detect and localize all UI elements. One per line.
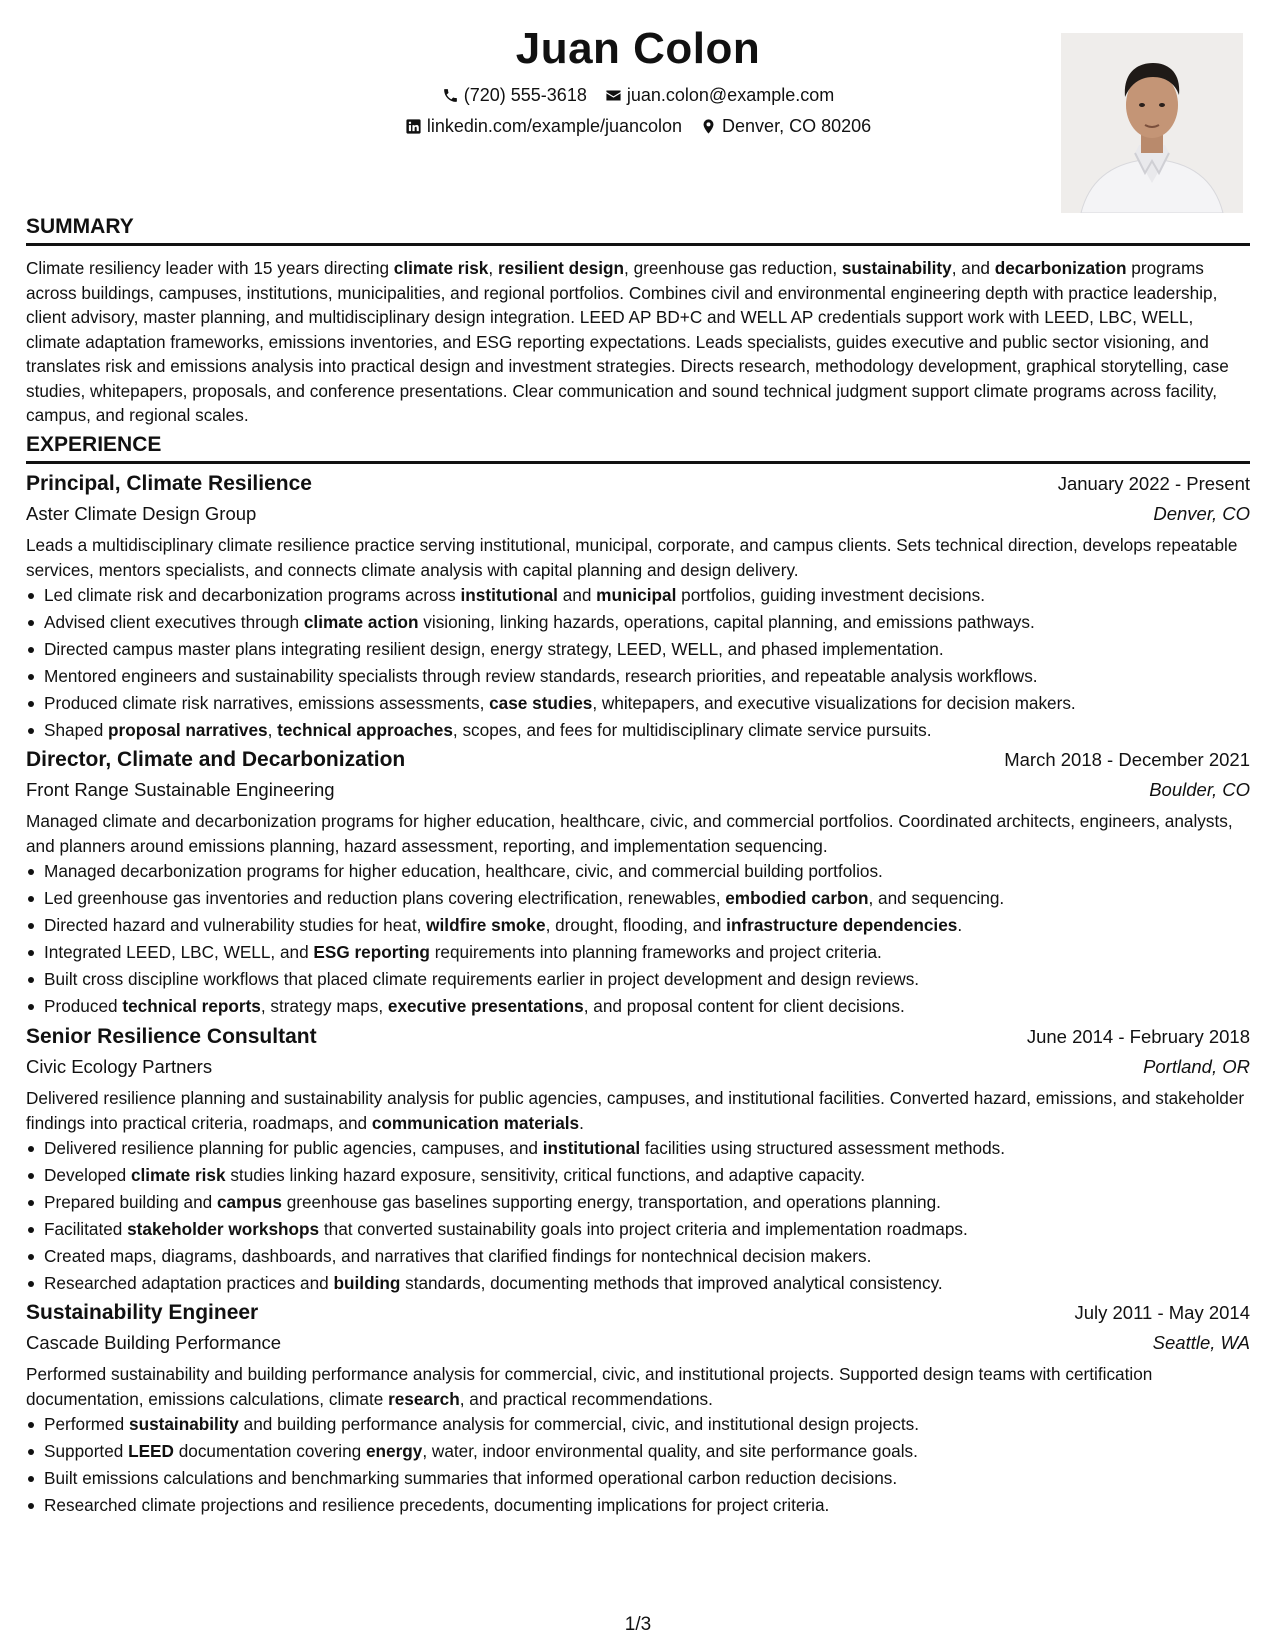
phone-contact — [442, 80, 587, 111]
job-title: Senior Resilience Consultant — [26, 1025, 317, 1048]
job-bullet — [44, 1216, 1250, 1243]
text-run: portfolios, guiding investment decisions. — [676, 585, 985, 605]
location-contact — [700, 111, 871, 142]
job-bullet — [44, 1411, 1250, 1438]
text-run: Led greenhouse gas inventories and reduction plans covering electrification, renewables, — [44, 888, 726, 908]
job-company-row — [26, 1052, 1250, 1082]
text-run: , whitepapers, and executive visualizations for decision makers. — [592, 693, 1076, 713]
bold-keyword: infrastructure dependencies — [726, 915, 958, 935]
text-run: Advised client executives through — [44, 612, 304, 632]
job-location: Denver, CO — [1153, 503, 1250, 524]
bold-keyword: campus — [216, 1192, 282, 1212]
text-run: Delivered resilience planning for public agencies, campuses, and — [44, 1138, 543, 1158]
job-entry — [26, 745, 1250, 1020]
bold-keyword: stakeholder workshops — [127, 1219, 320, 1239]
text-run: Facilitated — [44, 1219, 128, 1239]
text-run: Mentored engineers and sustainability specialists through review standards, research priorities, and repeatable analysis workflows. — [44, 666, 1038, 686]
bold-keyword: climate action — [303, 612, 419, 632]
job-header-row — [26, 1022, 1250, 1052]
bold-keyword: resilient design — [497, 258, 625, 278]
resume-page — [26, 0, 1250, 1650]
bold-keyword: technical approaches — [277, 720, 453, 740]
text-run: Leads a multidisciplinary climate resilience practice serving institutional, municipal, corporate, and campus clients. Sets technical direction, develops repeatable services, mentors specialists, and connects climate analysis with capital planning and design delivery. — [26, 535, 1238, 580]
text-run: Performed — [44, 1414, 130, 1434]
profile-photo — [1061, 33, 1243, 213]
text-run: Researched climate projections and resilience precedents, documenting implications for project criteria. — [44, 1495, 830, 1515]
text-run: , strategy maps, — [260, 996, 388, 1016]
job-bullet — [44, 1465, 1250, 1492]
job-bullet — [44, 582, 1250, 609]
job-description — [26, 1086, 1250, 1135]
text-run: Integrated LEED, LBC, WELL, and — [44, 942, 314, 962]
job-company-row — [26, 499, 1250, 529]
text-run: Shaped — [44, 720, 109, 740]
text-run: , and sequencing. — [868, 888, 1005, 908]
job-bullet — [44, 1135, 1250, 1162]
summary-text — [26, 256, 1250, 428]
bold-keyword: LEED — [128, 1441, 174, 1461]
job-bullet — [44, 885, 1250, 912]
text-run: , drought, flooding, and — [545, 915, 727, 935]
linkedin-contact[interactable] — [405, 111, 682, 142]
text-run: Delivered resilience planning and sustainability analysis for public agencies, campuses, and institutional facilities. Converted hazard, emissions, and stakeholder findings into practical criteria, roadmaps, and — [26, 1088, 1245, 1133]
linkedin-text[interactable]: linkedin.com/example/juancolon — [426, 116, 683, 136]
bold-keyword: institutional — [460, 585, 558, 605]
phone-text: (720) 555-3618 — [463, 85, 587, 105]
job-bullet — [44, 609, 1250, 636]
portrait-illustration — [1061, 33, 1243, 213]
job-company: Cascade Building Performance — [26, 1332, 282, 1353]
text-run: , water, indoor environmental quality, and site performance goals. — [422, 1441, 918, 1461]
job-location: Portland, OR — [1143, 1056, 1250, 1077]
text-run: , — [488, 258, 498, 278]
job-bullet-list — [26, 858, 1250, 1020]
text-run: visioning, linking hazards, operations, capital planning, and emissions pathways. — [418, 612, 1035, 632]
job-company-row — [26, 1328, 1250, 1358]
job-company-row — [26, 775, 1250, 805]
summary-heading: SUMMARY — [26, 213, 1250, 246]
job-company: Front Range Sustainable Engineering — [26, 779, 335, 800]
job-header-row — [26, 1298, 1250, 1328]
job-bullet — [44, 690, 1250, 717]
bold-keyword: municipal — [596, 585, 677, 605]
candidate-name: Juan Colon — [515, 24, 761, 73]
text-run: Prepared building and — [44, 1192, 217, 1212]
page-number: 1/3 — [624, 1614, 652, 1635]
bold-keyword: energy — [365, 1441, 423, 1461]
job-dates: June 2014 - February 2018 — [1026, 1026, 1250, 1047]
text-run: . — [579, 1112, 584, 1133]
bold-keyword: case studies — [489, 693, 593, 713]
bold-keyword: embodied carbon — [725, 888, 869, 908]
map-pin-icon — [700, 118, 717, 135]
text-run: Developed — [44, 1165, 131, 1185]
job-entry — [26, 469, 1250, 744]
text-run: . — [957, 915, 963, 935]
text-run: and — [557, 585, 597, 605]
bold-keyword: proposal narratives — [108, 720, 268, 740]
job-bullet — [44, 858, 1250, 885]
text-run: Performed sustainability and building performance analysis for commercial, civic, and institutional projects. Supported design teams with certification documentation, emissions calculations, climate — [26, 1364, 1153, 1409]
text-run: Supported — [44, 1441, 129, 1461]
job-bullet — [44, 1243, 1250, 1270]
job-bullet — [44, 993, 1250, 1020]
job-description — [26, 809, 1250, 858]
text-run: Built emissions calculations and benchmarking summaries that informed operational carbon reduction decisions. — [44, 1468, 898, 1488]
job-bullet-list — [26, 1411, 1250, 1519]
job-bullet — [44, 966, 1250, 993]
text-run: documentation covering — [173, 1441, 366, 1461]
job-dates: July 2011 - May 2014 — [1074, 1302, 1250, 1323]
text-run: , — [267, 720, 278, 740]
job-bullet — [44, 1492, 1250, 1519]
text-run: Climate resiliency leader with 15 years directing — [26, 258, 394, 278]
job-company: Aster Climate Design Group — [26, 503, 257, 524]
text-run: requirements into planning frameworks and project criteria. — [429, 942, 882, 962]
text-run: Managed decarbonization programs for higher education, healthcare, civic, and commercial building portfolios. — [44, 861, 883, 881]
job-company: Civic Ecology Partners — [26, 1056, 213, 1077]
job-bullet-list — [26, 582, 1250, 744]
text-run: Led climate risk and decarbonization programs across — [44, 585, 461, 605]
job-bullet — [44, 912, 1250, 939]
job-description — [26, 1362, 1250, 1411]
job-bullet — [44, 717, 1250, 744]
email-contact[interactable] — [605, 80, 834, 111]
text-run: , and — [951, 258, 995, 278]
job-bullet — [44, 939, 1250, 966]
job-bullet — [44, 636, 1250, 663]
job-bullet — [44, 1270, 1250, 1297]
job-title: Sustainability Engineer — [26, 1301, 259, 1324]
bold-keyword: ESG reporting — [313, 942, 430, 962]
text-run: that converted sustainability goals into project criteria and implementation roadmaps. — [319, 1219, 968, 1239]
job-description — [26, 533, 1250, 582]
job-dates: January 2022 - Present — [1057, 473, 1250, 494]
text-run: facilities using structured assessment methods. — [640, 1138, 1006, 1158]
bold-keyword: decarbonization — [994, 258, 1127, 278]
text-run: , greenhouse gas reduction, — [624, 258, 842, 278]
bold-keyword: research — [388, 1388, 460, 1409]
text-run: , and proposal content for client decisions. — [583, 996, 905, 1016]
text-run: , scopes, and fees for multidisciplinary climate service pursuits. — [452, 720, 932, 740]
phone-icon — [442, 87, 459, 104]
text-run: Produced — [44, 996, 123, 1016]
bold-keyword: technical reports — [122, 996, 261, 1016]
job-title: Director, Climate and Decarbonization — [26, 748, 406, 771]
bold-keyword: wildfire smoke — [426, 915, 546, 935]
text-run: Built cross discipline workflows that placed climate requirements earlier in project development and design reviews. — [44, 969, 920, 989]
job-location: Boulder, CO — [1149, 779, 1250, 800]
experience-heading: EXPERIENCE — [26, 431, 1250, 464]
job-bullet-list — [26, 1135, 1250, 1297]
bold-keyword: institutional — [542, 1138, 641, 1158]
bold-keyword: climate risk — [130, 1165, 226, 1185]
bold-keyword: communication materials — [371, 1112, 580, 1133]
envelope-icon — [605, 87, 622, 104]
job-header-row — [26, 745, 1250, 775]
job-entry — [26, 1298, 1250, 1519]
email-text[interactable]: juan.colon@example.com — [626, 85, 835, 105]
text-run: Researched adaptation practices and — [44, 1273, 334, 1293]
text-run: and building performance analysis for commercial, civic, and institutional design projects. — [238, 1414, 920, 1434]
text-run: Created maps, diagrams, dashboards, and narratives that clarified findings for nontechnical decision makers. — [44, 1246, 872, 1266]
job-bullet — [44, 1162, 1250, 1189]
bold-keyword: sustainability — [129, 1414, 239, 1434]
text-run: standards, documenting methods that improved analytical consistency. — [400, 1273, 943, 1293]
job-location: Seattle, WA — [1152, 1332, 1250, 1353]
text-run: greenhouse gas baselines supporting energy, transportation, and operations planning. — [281, 1192, 941, 1212]
job-dates: March 2018 - December 2021 — [1004, 749, 1250, 770]
job-bullet — [44, 1189, 1250, 1216]
text-run: studies linking hazard exposure, sensitivity, critical functions, and adaptive capacity. — [225, 1165, 865, 1185]
job-entry — [26, 1022, 1250, 1297]
bold-keyword: climate risk — [393, 258, 489, 278]
linkedin-icon — [405, 118, 422, 135]
bold-keyword: building — [333, 1273, 401, 1293]
text-run: , and practical recommendations. — [459, 1388, 713, 1409]
text-run: Managed climate and decarbonization programs for higher education, healthcare, civic, and commercial portfolios. Coordinated architects, engineers, analysts, and planners around emissions planning, hazard assessment, reporting, and implementation sequencing. — [26, 811, 1233, 856]
job-bullet — [44, 663, 1250, 690]
text-run: Directed campus master plans integrating resilient design, energy strategy, LEED, WELL, and phased implementation. — [44, 639, 944, 659]
job-header-row — [26, 469, 1250, 499]
text-run: programs across buildings, campuses, institutions, municipalities, and regional portfolios. Combines civil and environmental engineering depth with practice leadership, client advisory, master planning, and multidisciplinary design integration. LEED AP BD+C and WELL AP credentials support work with LEED, LBC, WELL, climate adaptation frameworks, emissions inventories, and ESG reporting expectations. Leads specialists, guides executive and public sector visioning, and translates risk and emissions analysis into practical design and investment strategies. Directs research, methodology development, graphical storytelling, case studies, whitepapers, proposals, and conference presentations. Clear communication and sound technical judgment support climate programs across facility, campus, and regional scales. — [26, 258, 1229, 425]
bold-keyword: sustainability — [841, 258, 952, 278]
text-run: Produced climate risk narratives, emissions assessments, — [44, 693, 490, 713]
job-title: Principal, Climate Resilience — [26, 472, 312, 495]
location-text: Denver, CO 80206 — [722, 116, 872, 136]
bold-keyword: executive presentations — [387, 996, 584, 1016]
job-bullet — [44, 1438, 1250, 1465]
text-run: Directed hazard and vulnerability studies for heat, — [44, 915, 427, 935]
